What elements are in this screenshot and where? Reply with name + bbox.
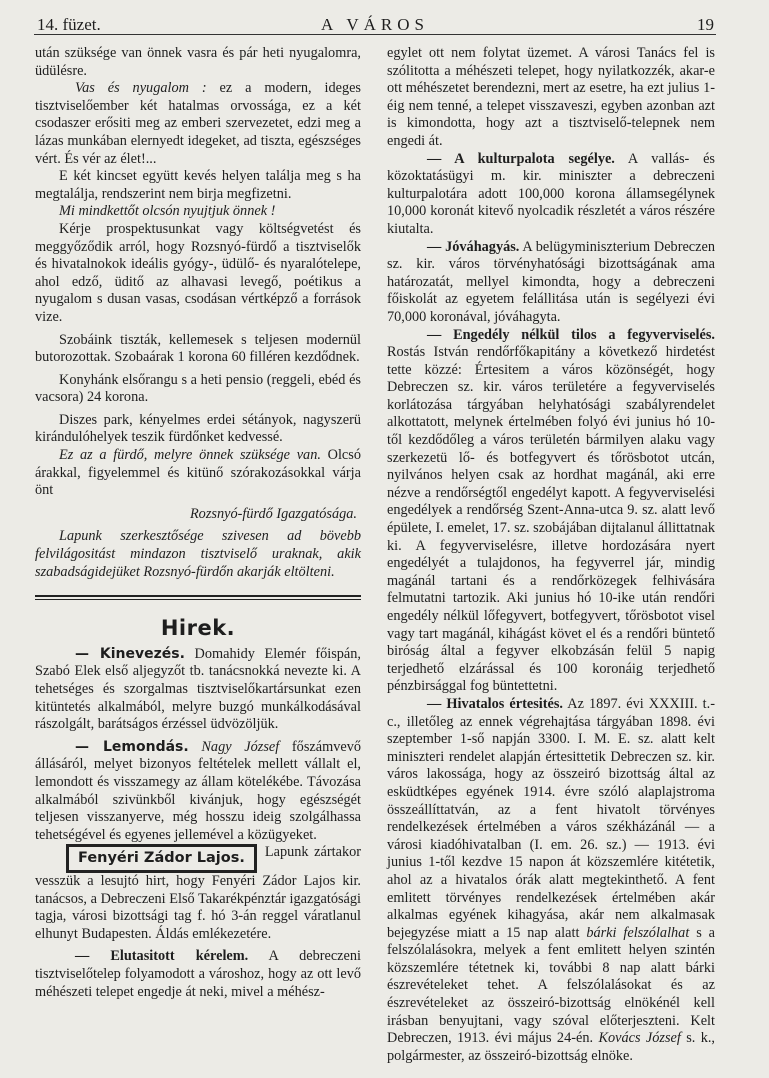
left-column (35, 45, 361, 1001)
news-body: Lapunk zártakor vesszük a lesujtó hirt, hogy Fenyéri Zádor Lajos kir. tanácsos, a Debreczeni Első Takarékpénztár igazgatósági tagja, városi bizottsági tag f. hó 3-án reggel váratlanul elhunyt Budapesten. Áldás emlékezetére. (35, 844, 361, 942)
ad-paragraph (35, 447, 361, 500)
news-person: Nagy József (188, 738, 280, 755)
right-column (387, 45, 715, 1065)
news-body: A vallás- és közoktatásügyi m. kir. miniszter a debreczeni kulturpalotára adott 100,000 korona államsegélynek 10,000 koronát kitevő nyolcadik részletét a város részére kiutalta. (387, 150, 715, 237)
news-body: Domahidy Elemér főispán, Szabó Elek első aljegyzőt tb. tanácsnokká nevezte ki. A tehetséges és szorgalmas tisztviselőkartársunkat ezen kitüntetés alkalmából, melyre buzgó munkálkodásával rászolgált, barátságos érzéssel üdvözöljük. (35, 645, 361, 733)
news-heading: — Kinevezés. (75, 645, 185, 662)
news-emphasis: bárki felszólalhat (586, 924, 690, 941)
news-signer: Kovács József (598, 1030, 681, 1047)
obituary-boxed-heading: Fenyéri Zádor Lajos. (66, 844, 257, 873)
news-item (387, 327, 715, 696)
news-heading: — Jóváhagyás. (427, 238, 520, 255)
ad-emphasis: Ez az a fürdő, melyre önnek szüksége van. (59, 447, 321, 464)
news-item (35, 739, 361, 845)
news-item (35, 646, 361, 734)
news-body: s a felszólalásokra, melyek a fent emlitett helyen szintén közszemlére tétetnek ki, további 8 nap alatt bárki észrevételeket tehet. A felszólalásokat és az észrevételeket az összeiró-bizottság elnökénél kell irásban benyujtani, vagy szóval előterjeszteni. Kelt Debreczen, 1913. évi május 24-én. (387, 924, 715, 1047)
ad-emphasis: Vas és nyugalom : (75, 80, 207, 97)
ad-paragraph: Diszes park, kényelmes erdei sétányok, nagyszerü kirándulóhelyek teszik fürdőnket kedvessé. (35, 411, 361, 446)
news-item (387, 696, 715, 1065)
news-continuation: egylet ott nem folytat üzemet. A városi Tanács fel is szólitotta a méhészeti telepet, hogy nyilatkozzék, akar-e ott méhészetet berendezni, mert az esetre, ha ezt julius 1-éig nem tenné, a telepet visszaveszi, egyben azonban azt is kimondotta, hogy azt a tisztviselő-telepnek nem engedi át. (387, 45, 715, 149)
ad-text: ez a modern, ideges tisztviselőember két hatalmas orvossága, ez a két csodaszer erősiti meg az emberi szervezetet, edzi meg a lázas munkában elernyedt idegeket, ad tiszta, egészséges vért. És vér az élet!... (35, 80, 361, 167)
news-body: s. k., polgármester, az összeiró-bizottság elnöke. (387, 1030, 716, 1064)
ad-text: Olcsó árakkal, figyelemmel és kitünő szórakozásokkal várja önt (35, 447, 361, 499)
news-heading: — A kulturpalota segélye. (427, 150, 615, 167)
page-number: 19 (697, 15, 714, 34)
ad-signature: Rozsnyó-fürdő Igazgatósága. (189, 505, 357, 522)
news-body: főszámvevő állásáról, melyet bizonyos feltételek mellett vállalt el, lemondott és visszamegy az állam kötelékébe. Távozása alkalmából szivünkből kivánjuk, hogy egészségét teljesen visszanyerve, még hosszu ideig szolgálhassa tehetségével és egyenes jellemével a közügyeket. (35, 738, 361, 843)
news-heading: — Hivatalos értesités. (427, 695, 563, 712)
news-body: A belügyminiszterium Debreczen sz. kir. város törvényhatósági bizottságának ama határozatát, mellyel kimondta, hogy a debreczeni főiskolát az egyetem felállitása után is segélyezi évi 70,000 koronával, jóváhagyta. (387, 238, 715, 325)
ad-paragraph: Kérje prospektusunkat vagy költségvetést és meggyőződik arról, hogy Rozsnyó-fürdő a tisztviselők és hivatalnokok ideális gyógy-, üdülő- és nyaralótelepe, ahol edző, üditő az alhavasi levegő, poétikus a nyugalom s dusan vasas, csodásan vértképző a források vize. (35, 220, 361, 325)
news-heading: — Lemondás. (75, 738, 189, 755)
news-heading: — Engedély nélkül tilos a fegyverviselés. (427, 326, 715, 343)
ad-paragraph: Konyhánk elsőrangu s a heti pensio (reggeli, ebéd és vacsora) 24 korona. (35, 371, 361, 406)
news-item (387, 151, 715, 239)
ad-paragraph (35, 80, 361, 168)
section-divider (35, 595, 361, 600)
issue-label: 14. füzet. (37, 15, 101, 34)
ad-paragraph: Szobáink tiszták, kellemesek s teljesen modernül butorozottak. Szobaárak 1 korona 60 filléren kezdődnek. (35, 331, 361, 366)
news-body: A debreczeni tisztviselőtelep folyamodott a városhoz, hogy az ott levő méhészeti telepet engedje át neki, mivel a méhész- (35, 948, 361, 1000)
news-item-obituary (35, 844, 361, 943)
news-heading: — Elutasitott kérelem. (75, 948, 249, 965)
ad-slogan: Mi mindkettőt olcsón nyujtjuk önnek ! (59, 203, 276, 220)
news-item (35, 948, 361, 1001)
page-header (34, 12, 716, 35)
ad-paragraph: E két kincset együtt kevés helyen találja meg s ha megtalálja, rendszerint nem birja megfizetni. (35, 168, 361, 202)
news-item (387, 239, 715, 327)
news-body: Az 1897. évi XXXIII. t.-c., illetőleg az ennek végrehajtása tárgyában 1898. évi szeptember 1-ső napján 3300. I. M. E. sz. alatt kelt miniszteri rendelet alapján értesittetik Debreczen sz. kir. város lakossága, hogy az összeiró bizottság által az esküdtképes egyének 1914. évre szóló alaplajstroma összeállíttatván, az a fent hivatolt törvényes rendelkezések értelmében a város székházánál — a városi kiadóhivatalban (I. em. 26. sz.) — 1913. évi junius 1-től kezdve 15 napon át közszemlére kitétetik, ahol az a hivatalos órák alatt megtekinthető. A fent emlitett törvényes rendelkezések értelmében akár alkalmas egyének kihagyása, akár nem alkalmasak bejegyzése miatt a 15 nap alatt (387, 695, 715, 941)
news-section-title: Hirek. (160, 616, 236, 641)
news-body: Rostás István rendőrfőkapitány a következő hirdetést tette közzé: Értesitem a város közönségét, hogy Debreczen sz. kir. város területére a fegyverviselés korlátozása tárgyában helyhatósági szabályrendelet alkottatott, melynek értelmében folyó évi junius hó 10-től kezdődőleg a város területén bármilyen alaku vagy szerkezetü lő- és botfegyvert és tőrösbotot utcán, nyilvános helyen csak az hordhat magánál, aki erre nézve a rendőrségtől engedélyt kapott. A fegyverviselési engedélyek a rendőrség Szent-Anna-utca 9. sz. alatt levő épülete, I. emelet, 17. sz. szobájában dijtalanul állittatnak ki. A fegyverviselésre, illetve hordozására nyert engedélyét a tulajdonos, ha fegyverrel jár, mindig magánál tartani és a rendőrközegek felhivására felmutatni tartozik. Aki junius hó 10-ike után rendőri engedély nélkül lőfegyvert, botfegyvert, tőrösbotot visel vagy tart magánál, kihágást követ el és a rendőri büntető biróság által a fegyver elkobzásán felül 5 napig terjedhető elzárással és 100 koronáig terjedhető pénzbirsággal fog büntettetni. (387, 344, 715, 695)
publication-title: A VÁROS (321, 15, 429, 34)
editorial-note: Lapunk szerkesztősége szivesen ad bövebb felvilágositást mindazon tisztviselő uraknak, akik szabadságidejüket Rozsnyó-fürdőn akarják eltölteni. (35, 528, 361, 580)
ad-paragraph: után szüksége van önnek vasra és pár heti nyugalomra, üdülésre. (35, 45, 361, 79)
